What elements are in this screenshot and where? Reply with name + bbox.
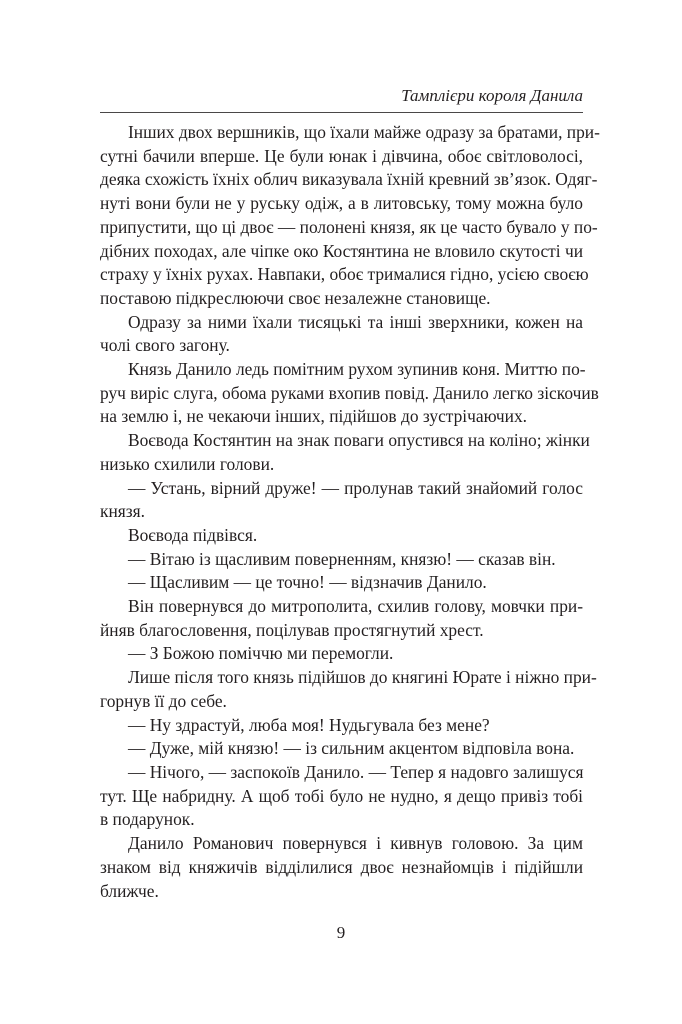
- text-line: Воєвода Костянтин на знак поваги опустився на коліно; жінки: [128, 430, 590, 451]
- text-line: низько схилили голови.: [100, 453, 275, 474]
- text-line: — З Божою поміччю ми перемогли.: [128, 643, 394, 664]
- text-line: поставою підкреслюючи своє незалежне становище.: [100, 287, 491, 308]
- text-line: Воєвода підвівся.: [128, 524, 258, 545]
- paragraph: [100, 666, 597, 713]
- paragraph: [100, 571, 583, 595]
- paragraph: [100, 121, 600, 311]
- paragraph: [100, 714, 583, 738]
- text-line: страху у їхніх рухах. Навпаки, обоє трималися гідно, усією своєю: [100, 264, 589, 285]
- text-line: дібних походах, але чіпке око Костянтина не вловило скутості чи: [100, 240, 583, 261]
- text-line: тут. Ще набридну. А щоб тобі було не нудно, я дещо привіз тобі: [100, 785, 583, 806]
- page-number: 9: [336, 923, 346, 942]
- paragraph: [100, 832, 583, 903]
- text-line: деяка схожість їхніх облич виказувала їхній кревний зв’язок. Одяг-: [100, 169, 598, 190]
- text-line: Одразу за ними їхали тисяцькі та інші зверхники, кожен на: [128, 311, 583, 332]
- text-line: Князь Данило ледь помітним рухом зупинив коня. Миттю по-: [128, 359, 586, 380]
- paragraph: [100, 737, 583, 761]
- text-line: ближче.: [100, 880, 159, 901]
- paragraph: [100, 429, 590, 476]
- text-line: Данило Романович повернувся і кивнув головою. За цим: [128, 833, 583, 854]
- text-line: руч виріс слуга, обома руками вхопив повід. Данило легко зіскочив: [100, 382, 599, 403]
- header-rule: [100, 112, 583, 113]
- running-header: Тамплієри короля Данила: [401, 86, 583, 105]
- text-line: — Нічого, — заспокоїв Данило. — Тепер я надовго залишуся: [128, 761, 584, 782]
- paragraph: [100, 761, 583, 832]
- text-line: Він повернувся до митрополита, схилив голову, мовчки при-: [128, 596, 583, 617]
- text-line: Лише після того князь підійшов до княгині Юрате і ніжно при-: [128, 667, 597, 688]
- body-text: [100, 121, 600, 903]
- paragraph: [100, 524, 583, 548]
- paragraph: [100, 642, 583, 666]
- text-line: — Дуже, мій князю! — із сильним акцентом відповіла вона.: [128, 738, 575, 759]
- paragraph: [100, 548, 583, 572]
- text-line: чолі свого загону.: [100, 335, 230, 356]
- text-line: знаком від княжичів відділилися двоє незнайомців і підійшли: [100, 856, 583, 877]
- text-line: в подарунок.: [100, 809, 195, 830]
- text-line: Інших двох вершників, що їхали майже одразу за братами, при-: [128, 122, 600, 142]
- text-line: горнув її до себе.: [100, 690, 227, 711]
- text-line: князя.: [100, 501, 145, 522]
- text-line: нуті вони були не у руську одіж, а в литовську, тому можна було: [100, 193, 583, 214]
- text-line: сутні бачили вперше. Це були юнак і дівчина, обоє світловолосі,: [100, 145, 583, 166]
- text-line: — Вітаю із щасливим поверненням, князю! — сказав він.: [128, 548, 556, 569]
- text-line: припустити, що ці двоє — полонені князя, як це часто бувало у по-: [100, 216, 598, 237]
- paragraph: [100, 358, 599, 429]
- paragraph: [100, 477, 583, 524]
- text-line: — Ну здрастуй, люба моя! Нудьгувала без мене?: [128, 714, 490, 735]
- text-line: — Щасливим — це точно! — відзначив Данило.: [128, 572, 487, 593]
- text-line: на землю і, не чекаючи інших, підійшов до зустрічаючих.: [100, 406, 528, 427]
- text-line: йняв благословення, поцілував простягнутий хрест.: [100, 619, 484, 640]
- text-line: — Устань, вірний друже! — пролунав такий знайомий голос: [128, 477, 583, 498]
- paragraph: [100, 595, 583, 642]
- paragraph: [100, 311, 583, 358]
